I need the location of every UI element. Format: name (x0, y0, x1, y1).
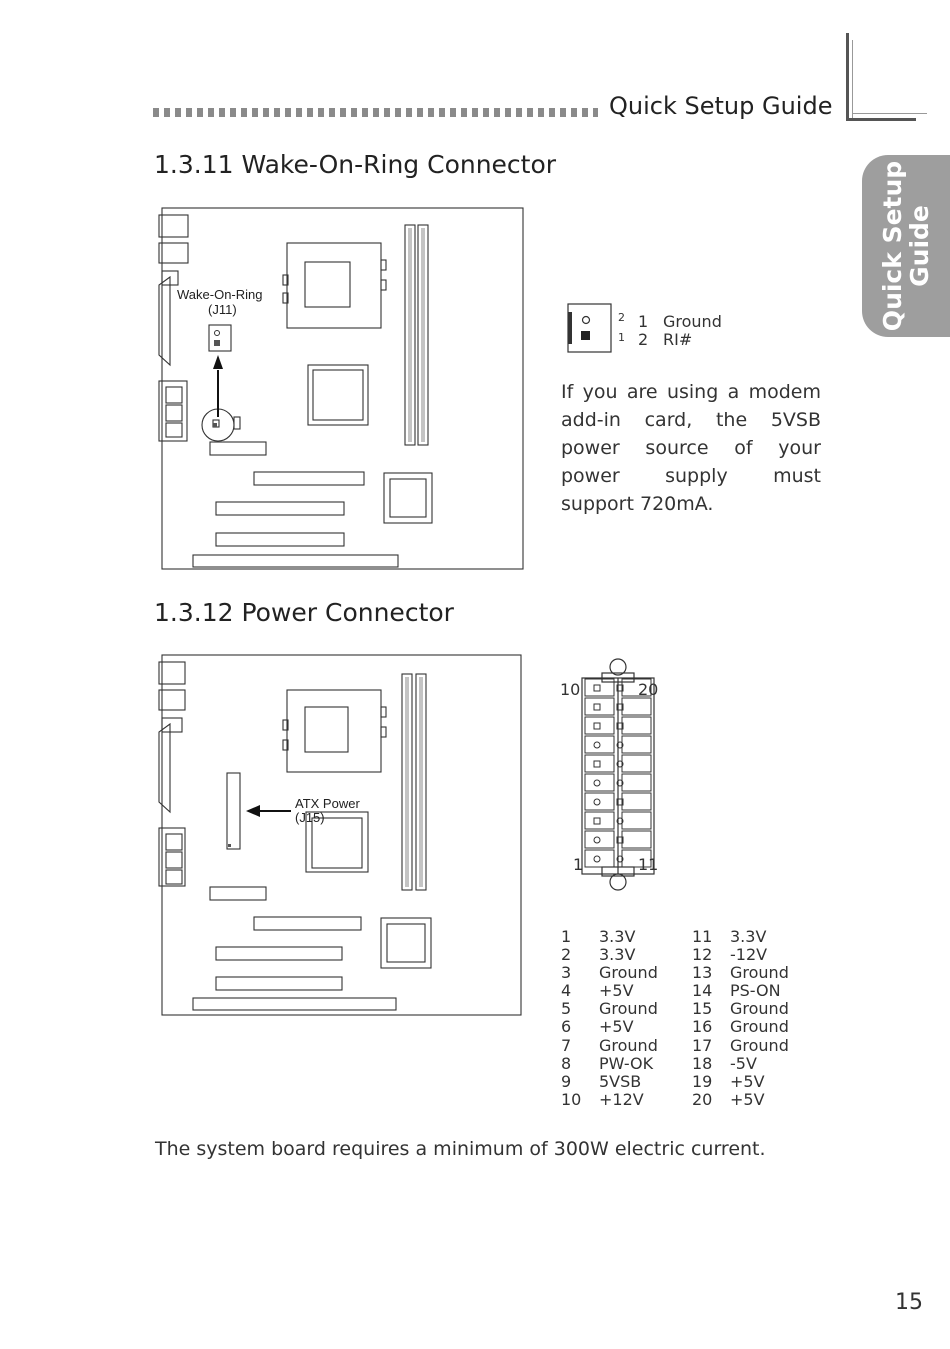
pin-signal: Ground (599, 999, 658, 1019)
pin-num: 13 (692, 963, 713, 983)
motherboard-diagram-power (150, 652, 530, 1022)
pin-signal: +5V (730, 1071, 765, 1091)
pin-num: 2 (561, 945, 572, 965)
j11-side-label-top: 2 (618, 311, 625, 324)
pin-num: 11 (692, 927, 713, 946)
pin-num: 12 (692, 945, 713, 965)
pin-num: 10 (561, 1089, 582, 1109)
pin-signal: Ground (730, 1035, 789, 1055)
pin-row (561, 982, 658, 1000)
pin-signal: RI# (663, 330, 693, 349)
pin-signal: Ground (663, 312, 722, 331)
pin-signal: 5VSB (599, 1071, 642, 1091)
side-tab-line1: Quick Setup (878, 160, 907, 332)
pin-row (561, 1018, 658, 1036)
connector-label-10: 10 (560, 680, 581, 699)
pin-signal: +5V (599, 981, 634, 1001)
j11-connector-icon (566, 302, 616, 354)
pin-row (561, 1073, 658, 1091)
pin-num: 19 (692, 1071, 713, 1091)
pin-row (692, 964, 789, 982)
side-tab-label (879, 161, 933, 331)
side-tab (862, 155, 950, 337)
pin-row (561, 1091, 658, 1109)
pin-signal: +12V (599, 1089, 644, 1109)
pin-signal: +5V (599, 1017, 634, 1037)
pin-num: 20 (692, 1089, 713, 1109)
pin-row (692, 982, 789, 1000)
pin-num: 3 (561, 963, 572, 983)
header-dotted-rule (153, 108, 598, 117)
pin-num: 17 (692, 1035, 713, 1055)
j11-side-label-bottom: 1 (618, 331, 625, 344)
pin-num: 6 (561, 1017, 572, 1037)
pin-row (692, 928, 789, 946)
pin-signal: 3.3V (599, 945, 636, 965)
pin-row (692, 1073, 789, 1091)
pin-row (561, 928, 658, 946)
connector-label-1: 1 (573, 855, 584, 874)
section-heading-wake-on-ring: 1.3.11 Wake-On-Ring Connector (154, 150, 557, 179)
pin-num: 4 (561, 981, 572, 1001)
pin-row (692, 1037, 789, 1055)
pin-num: 1 (561, 927, 572, 946)
pin-num: 9 (561, 1071, 572, 1091)
pin-num: 18 (692, 1053, 713, 1073)
pin-table-left (561, 928, 658, 1109)
pin-row (692, 1091, 789, 1109)
pin-signal: +5V (730, 1089, 765, 1109)
wake-on-ring-label: Wake-On-Ring (177, 287, 263, 302)
pin-signal: -5V (730, 1053, 757, 1073)
section-heading-power-connector: 1.3.12 Power Connector (154, 598, 454, 627)
power-requirement-note: The system board requires a minimum of 300W electric current. (155, 1138, 766, 1160)
corner-mark-inner (852, 40, 853, 118)
motherboard-diagram-wake-on-ring (150, 205, 530, 575)
pin-num: 8 (561, 1053, 572, 1073)
pin-row (561, 964, 658, 982)
atx-power-sublabel: (J15) (295, 810, 325, 825)
pin-num: 5 (561, 999, 572, 1019)
pin-row (561, 946, 658, 964)
j11-pin-row-1 (638, 312, 722, 331)
pin-row (561, 1037, 658, 1055)
connector-label-20: 20 (638, 680, 659, 699)
pin-num: 15 (692, 999, 713, 1019)
pin-signal: -12V (730, 945, 768, 965)
pin-row (692, 946, 789, 964)
pin-row (561, 1055, 658, 1073)
pin-signal: Ground (730, 999, 789, 1019)
pin-signal: 3.3V (599, 927, 636, 946)
wake-on-ring-note: If you are using a modem add-in card, the 5VSB power source of your power supply must support 720mA. (561, 381, 821, 515)
pin-num: 7 (561, 1035, 572, 1055)
corner-mark (846, 33, 849, 121)
pin-num: 16 (692, 1017, 713, 1037)
corner-mark-base (846, 118, 916, 121)
pin-row (561, 1000, 658, 1018)
pin-row (692, 1055, 789, 1073)
pin-signal: PS-ON (730, 981, 781, 1001)
connector-label-11: 11 (638, 855, 659, 874)
page-number: 15 (895, 1290, 923, 1315)
pin-signal: Ground (599, 1035, 658, 1055)
pin-table-right (692, 928, 789, 1109)
side-tab-line2: Guide (905, 205, 934, 287)
atx-power-label: ATX Power (295, 796, 360, 811)
wake-on-ring-sublabel: (J11) (208, 302, 237, 317)
pin-signal: 3.3V (730, 927, 767, 946)
pin-row (692, 1018, 789, 1036)
pin-signal: Ground (730, 1017, 789, 1037)
corner-mark-base-inner (852, 113, 927, 114)
pin-signal: Ground (599, 963, 658, 983)
pin-num: 14 (692, 981, 713, 1001)
pin-num: 2 (638, 330, 649, 349)
pin-signal: Ground (730, 963, 789, 983)
pin-signal: PW-OK (599, 1053, 654, 1073)
running-header: Quick Setup Guide (609, 92, 833, 120)
j11-pin-row-2 (638, 330, 692, 349)
pin-num: 1 (638, 312, 649, 331)
pin-row (692, 1000, 789, 1018)
